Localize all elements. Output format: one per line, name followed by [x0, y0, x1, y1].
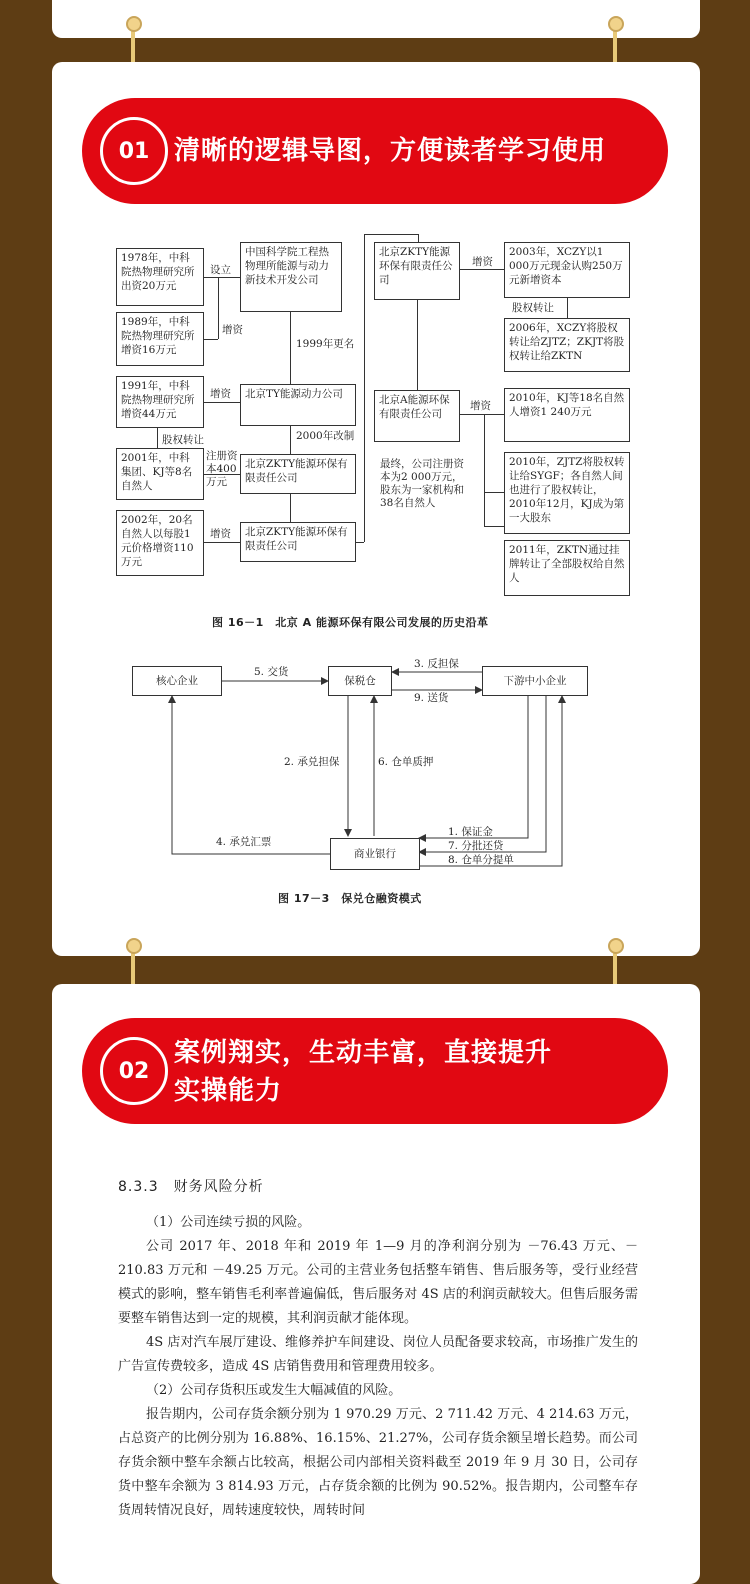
feature-card-1: [52, 62, 700, 956]
box-2003: 2003年，XCZY以1 000万元现金认购250万元新增资本: [504, 242, 630, 298]
edge-label-8: 8. 仓单分提单: [448, 854, 514, 866]
paragraph-4: （2）公司存货积压或发生大幅减值的风险。: [146, 1383, 402, 1398]
box-cas-company: 中国科学院工程热物理所能源与动力新技术开发公司: [240, 242, 342, 312]
paragraph-3: 4S 店对汽车展厅建设、维修养护车间建设、岗位人员配备要求较高，市场推广发生的广告宣传费较多，造成 4S 店销售费用和管理费用较多。: [118, 1335, 638, 1374]
box-1989: 1989年，中科院热物理研究所增资16万元: [116, 312, 204, 366]
box-zkty-1: 北京ZKTY能源环保有限责任公司: [240, 454, 356, 494]
label-zengzi-3: 增资: [210, 528, 231, 540]
box-2001: 2001年，中科集团、KJ等8名自然人: [116, 448, 204, 500]
arrow-4: [172, 696, 330, 854]
paragraph-2: 公司 2017 年、2018 年和 2019 年 1—9 月的净利润分别为 －76.43 万元、－210.83 万元和 －49.25 万元。公司的主营业务包括整车销售、售后服务等，受行业经营模式的影响，整车销售毛利率普遍偏低，售后服务对 4S 店的利润贡献较大。但售后服务需要整车销售达到一定的规模，其利润贡献才能体现。: [118, 1239, 638, 1326]
section-number-2: 02: [100, 1037, 168, 1105]
box-ty: 北京TY能源动力公司: [240, 384, 356, 426]
article-heading: 8.3.3 财务风险分析: [118, 1179, 264, 1195]
box-zkty-2: 北京ZKTY能源环保有限责任公司: [240, 522, 356, 562]
paragraph-1: （1）公司连续亏损的风险。: [146, 1215, 311, 1230]
label-transfer-1: 股权转让: [162, 434, 204, 446]
box-a-company: 北京A能源环保有限责任公司: [374, 390, 460, 442]
node-downstream-sme: 下游中小企业: [482, 666, 588, 696]
box-1991: 1991年，中科院热物理研究所增资44万元: [116, 376, 204, 428]
figure-caption-16-1: 图 16－1 北京 A 能源环保有限公司发展的历史沿革: [212, 616, 489, 629]
label-rename-1999: 1999年更名: [296, 338, 355, 350]
section-title-2-line-2: 实操能力: [174, 1076, 283, 1106]
pin-icon: [126, 938, 142, 954]
edge-label-1: 1. 保证金: [448, 826, 493, 838]
section-title-2-line-1: 案例翔实，生动丰富，直接提升: [174, 1038, 553, 1068]
article-body: [118, 1211, 638, 1523]
pin-icon: [608, 938, 624, 954]
label-zengzi-1: 增资: [222, 324, 243, 336]
label-transfer-2: 股权转让: [512, 302, 554, 314]
box-2011: 2011年，ZKTN通过挂牌转让了全部股权给自然人: [504, 540, 630, 596]
box-zkty-3: 北京ZKTY能源环保有限责任公司: [374, 242, 460, 300]
arrow-1: [419, 696, 528, 838]
finance-diagram: [52, 62, 700, 956]
finance-diagram-arrows: [52, 62, 700, 956]
label-setup: 设立: [210, 264, 231, 276]
figure-caption-17-3: 图 17－3 保兑仓融资模式: [278, 892, 422, 905]
label-zengzi-5: 增资: [470, 400, 491, 412]
edge-label-4: 4. 承兑汇票: [216, 836, 272, 848]
top-card-fragment: [52, 0, 700, 38]
label-restructure-2000: 2000年改制: [296, 430, 355, 442]
section-title-1: 清晰的逻辑导图，方便读者学习使用: [174, 136, 607, 166]
pin-icon: [126, 16, 142, 32]
box-2010b: 2010年，ZJTZ将股权转让给SYGF；各自然人间也进行了股权转让，2010年12月，KJ成为第一大股东: [504, 452, 630, 534]
edge-label-5: 5. 交货: [254, 666, 289, 678]
node-commercial-bank: 商业银行: [330, 838, 420, 870]
edge-label-7: 7. 分批还贷: [448, 840, 504, 852]
paragraph-5: 报告期内，公司存货余额分别为 1 970.29 万元、2 711.42 万元、4 214.63 万元，占总资产的比例分别为 16.88%、16.15%、21.27%，公司存货余额呈增长趋势。而公司存货余额中整车余额占比较高，根据公司内部相关资料截至 2019 年 9 月 30 日，公司存货中整车余额为 3 814.93 万元，占存货余额的比例为 90.52%。报告期内，公司整车存货周转情况良好，周转速度较快，周转时间: [118, 1407, 638, 1518]
box-2002: 2002年，20名自然人以每股1元价格增资110万元: [116, 510, 204, 576]
box-1978: 1978年，中科院热物理研究所出资20万元: [116, 248, 204, 306]
box-2010a: 2010年，KJ等18名自然人增资1 240万元: [504, 388, 630, 442]
edge-label-6: 6. 仓单质押: [378, 756, 434, 768]
section-number-1: 01: [100, 117, 168, 185]
label-final-note: 最终，公司注册资本为2 000万元，股东为一家机构和38名自然人: [380, 458, 464, 509]
label-registered-capital: 注册资本400万元: [206, 450, 238, 488]
node-core-enterprise: 核心企业: [132, 666, 222, 696]
label-zengzi-4: 增资: [472, 256, 493, 268]
box-2006: 2006年，XCZY将股权转让给ZJTZ；ZKJT将股权转让给ZKTN: [504, 318, 630, 372]
edge-label-2: 2. 承兑担保: [284, 756, 340, 768]
label-zengzi-2: 增资: [210, 388, 231, 400]
pin-icon: [608, 16, 624, 32]
edge-label-3: 3. 反担保: [414, 658, 459, 670]
edge-label-9: 9. 送货: [414, 692, 449, 704]
node-bonded-warehouse: 保税仓: [328, 666, 392, 696]
section-banner-2: [82, 1018, 668, 1124]
